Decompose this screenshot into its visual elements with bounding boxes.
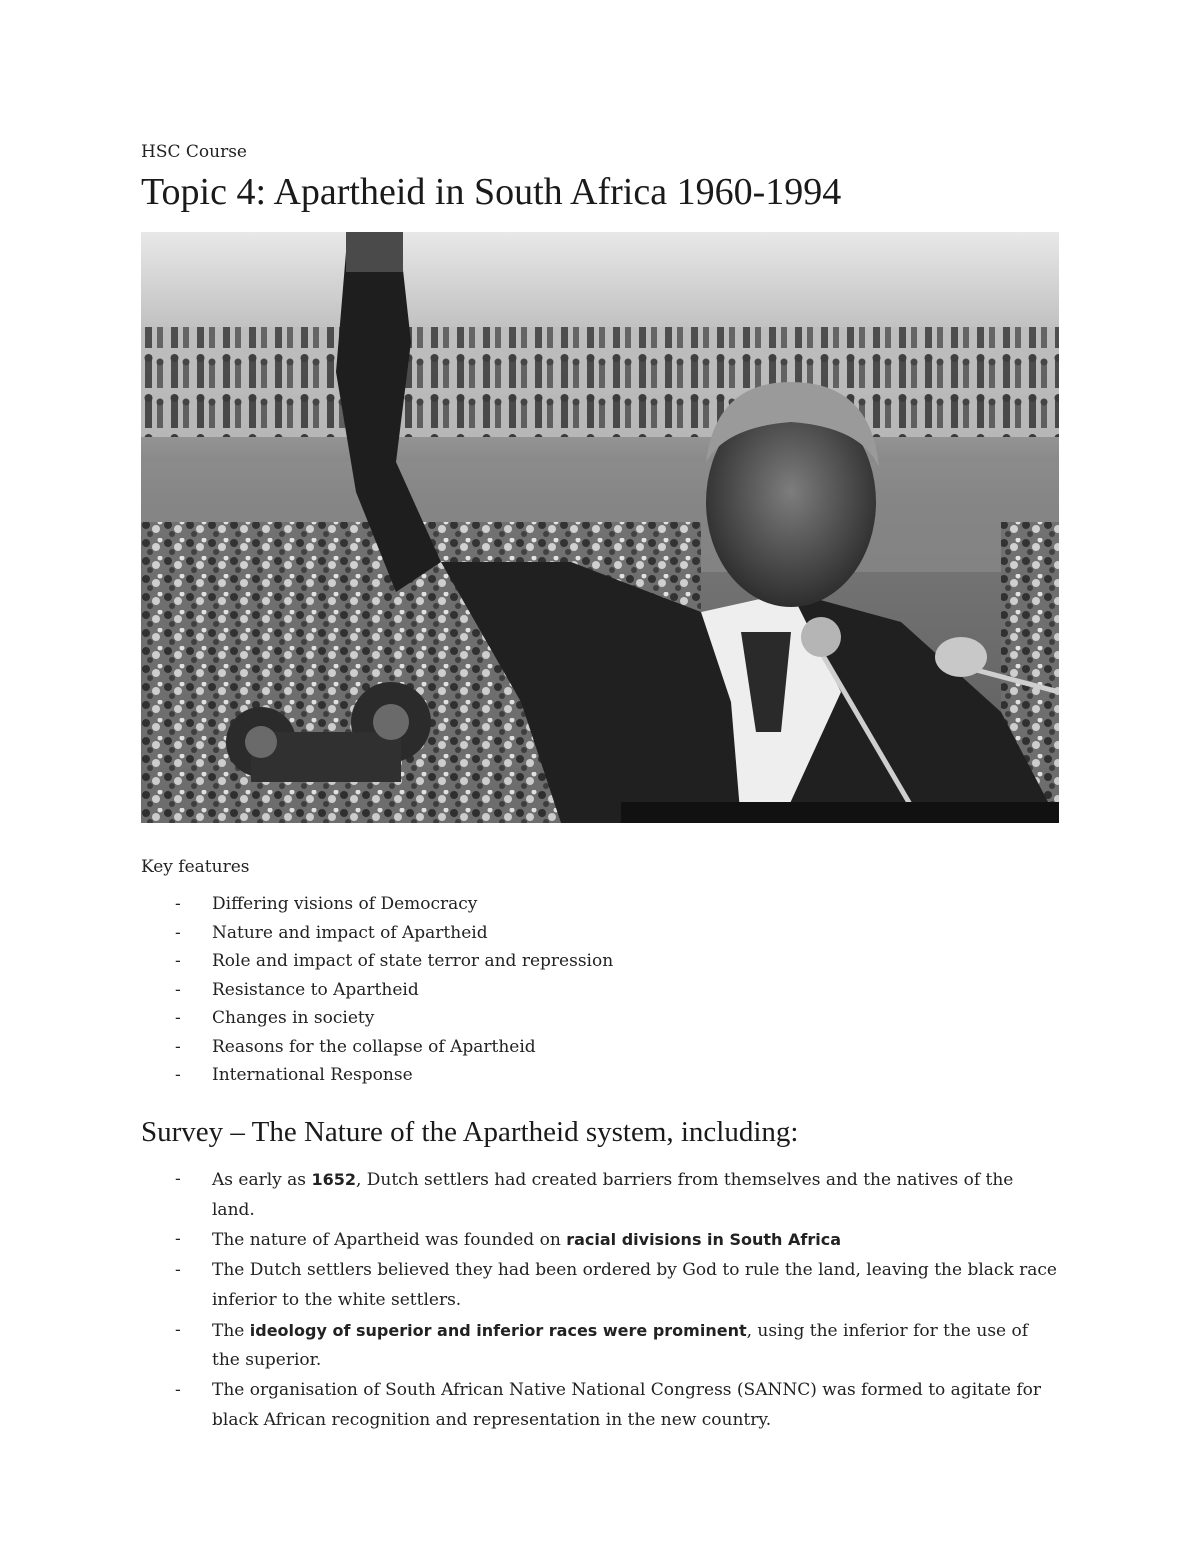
list-item: - The organisation of South African Native National Congress (SANNC) was formed to agitate for black African recognition and representation in the new country. xyxy=(141,1376,1059,1436)
list-item: - The Dutch settlers believed they had been ordered by God to rule the land, leaving the black race inferior to the white settlers. xyxy=(141,1256,1059,1316)
dash-marker: - xyxy=(175,1259,181,1280)
dash-marker: - xyxy=(175,1065,181,1085)
list-item: - Role and impact of state terror and repression xyxy=(141,947,1059,976)
list-item: - Differing visions of Democracy xyxy=(141,890,1059,919)
dash-marker: - xyxy=(175,979,181,1000)
key-features-list xyxy=(141,890,1059,1090)
course-label: HSC Course xyxy=(141,142,247,162)
key-features-heading: Key features xyxy=(141,857,250,877)
dash-marker: - xyxy=(175,894,181,914)
dash-marker: - xyxy=(175,1169,181,1189)
dash-marker: - xyxy=(175,1036,181,1057)
survey-heading: Survey – The Nature of the Apartheid system, including: xyxy=(141,1116,799,1148)
survey-list xyxy=(141,1165,1059,1436)
list-item: - International Response xyxy=(141,1061,1059,1090)
dash-marker: - xyxy=(175,951,181,971)
page-title: Topic 4: Apartheid in South Africa 1960-1994 xyxy=(141,171,842,213)
list-item: - Changes in society xyxy=(141,1004,1059,1033)
list-item: - Resistance to Apartheid xyxy=(141,976,1059,1005)
dash-marker: - xyxy=(175,1229,181,1249)
list-item: - The nature of Apartheid was founded on racial divisions in South Africa xyxy=(141,1225,1059,1256)
list-item: - As early as 1652, Dutch settlers had created barriers from themselves and the natives of the land. xyxy=(141,1165,1059,1225)
hero-photo xyxy=(141,232,1059,823)
list-item: - Nature and impact of Apartheid xyxy=(141,919,1059,948)
dash-marker: - xyxy=(175,1319,181,1340)
list-item: - Reasons for the collapse of Apartheid xyxy=(141,1033,1059,1062)
dash-marker: - xyxy=(175,922,181,943)
dash-marker: - xyxy=(175,1379,181,1400)
dash-marker: - xyxy=(175,1008,181,1028)
list-item: - The ideology of superior and inferior races were prominent, using the inferior for the use of the superior. xyxy=(141,1316,1059,1376)
